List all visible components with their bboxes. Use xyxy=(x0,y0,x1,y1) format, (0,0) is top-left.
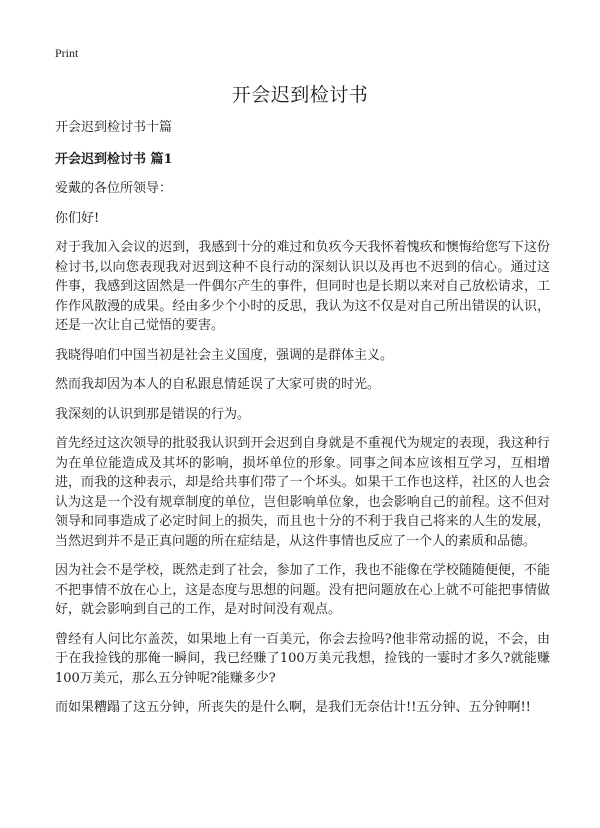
body-paragraph: 我晓得咱们中国当初是社会主义国度，强调的是群体主义。 xyxy=(55,347,394,363)
body-paragraph: 然而我却因为本人的自私跟息情延误了大家可贵的时光。 xyxy=(55,377,381,392)
section-heading: 开会迟到检讨书 篇1 xyxy=(55,152,173,167)
salutation: 爱戴的各位所领导： xyxy=(55,181,173,196)
body-paragraph: 因为社会不是学校，既然走到了社会，参加了工作，我也不能像在学校随随便便，不能不把事情不放在心上，这是态度与思想的问题。没有把问题放在心上就不可能把事情做好，就会影响到自己的工作，是对时间没有观点。 xyxy=(55,563,550,617)
print-link[interactable]: Print xyxy=(55,46,79,60)
document-title: 开会迟到检讨书 xyxy=(231,84,369,106)
body-paragraph: 而如果糟蹋了这五分钟，所丧失的是什么啊，是我们无奈估计!!五分钟、五分钟啊!! xyxy=(55,700,531,715)
body-paragraph: 对于我加入会议的迟到，我感到十分的难过和负疚今天我怀着愧疚和懊悔给您写下这份检讨书,以向您表现我对迟到这种不良行动的深刻认识以及再也不迟到的信心。通过这件事，我感到这固然是一件偶尔产生的事件，但同时也是长期以来对自己放松请求，工作作风散漫的成果。经由多少个小时的反思，我认为这不仅是对自己所出错误的认识，还是一次让自己觉悟的要害。 xyxy=(55,240,550,333)
body-paragraph: 我深刻的认识到那是错误的行为。 xyxy=(55,406,251,422)
greeting: 你们好! xyxy=(55,210,100,226)
document-body xyxy=(55,118,550,728)
body-paragraph: 首先经过这次领导的批驳我认识到开会迟到自身就是不重视代为规定的表现，我这种行为在单位能造成及其坏的影响，损坏单位的形象。同事之间本应该相互学习，互相增进，而我的这种表示，却是给共事们带了一个坏头。如果干工作也这样，社区的人也会认为这是一个没有规章制度的单位，岂但影响单位象，也会影响自己的前程。这不但对领导和同事造成了必定时间上的损失，而且也十分的不利于我自己将来的人生的发展，当然迟到并不是正真问题的所在症结是，从这件事情也反应了一个人的素质和品德。 xyxy=(55,436,550,549)
document-subtitle: 开会迟到检讨书十篇 xyxy=(55,120,173,135)
body-paragraph: 曾经有人问比尔盖茨，如果地上有一百美元，你会去捡吗?他非常动摇的说，不会，由于在我捡钱的那俺一瞬间，我已经赚了100万美元我想，捡钱的一霎时才多久?就能赚100万美元，那么五分钟呢?能赚多少? xyxy=(55,631,550,686)
